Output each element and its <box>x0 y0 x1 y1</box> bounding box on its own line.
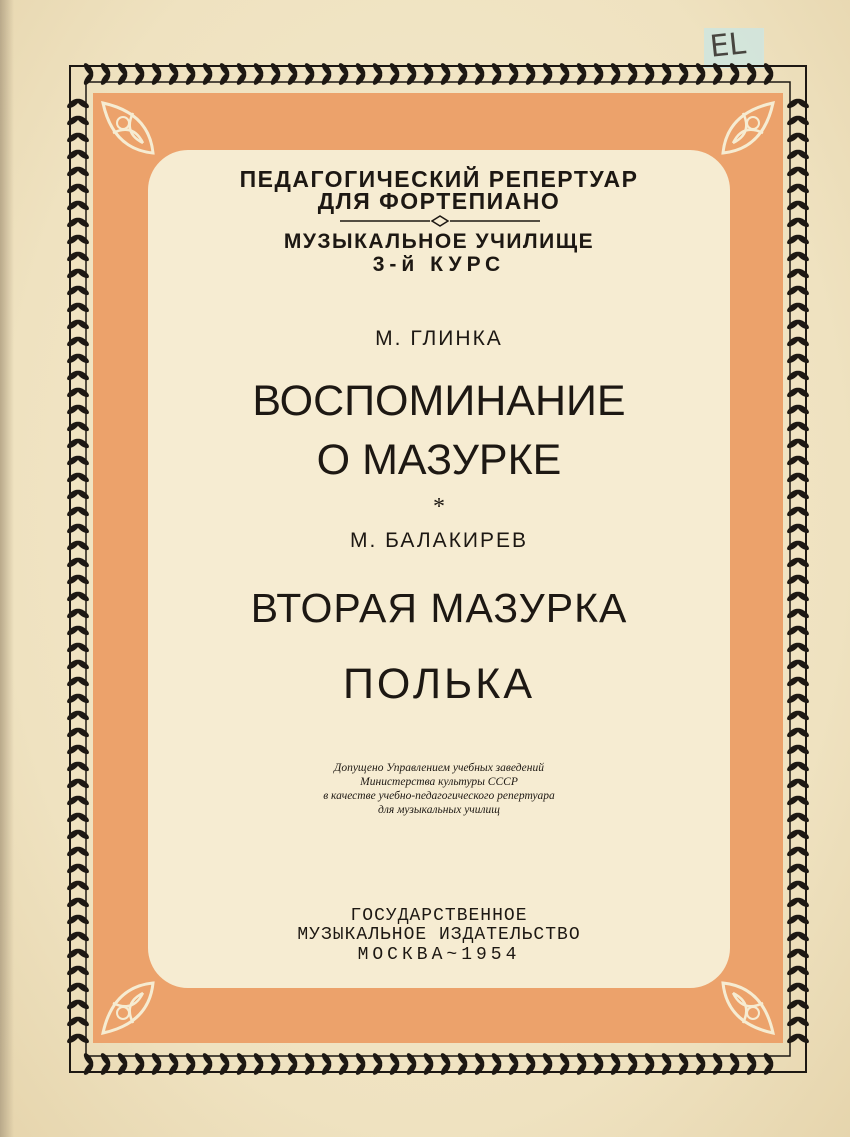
approval-note <box>148 761 730 817</box>
approval-line: в качестве учебно-педагогического репертуара <box>323 790 555 802</box>
approval-line: Допущено Управлением учебных заведений <box>334 762 544 774</box>
series-subtitle-line2: 3-й КУРС <box>372 253 506 276</box>
composer-balakirev: М. БАЛАКИРЕВ <box>349 529 529 552</box>
series-title-line1: ПЕДАГОГИЧЕСКИЙ РЕПЕРТУАР <box>239 166 639 192</box>
approval-line: для музыкальных училищ <box>378 804 500 816</box>
asterisk-separator: * <box>433 494 445 520</box>
handwritten-mark: EL <box>708 26 748 65</box>
work3-title: ПОЛЬКА <box>342 660 536 708</box>
approval-line: Министерства культуры СССР <box>360 776 518 788</box>
publisher-line2: МУЗЫКАЛЬНОЕ ИЗДАТЕЛЬСТВО <box>297 925 581 945</box>
series-title-line2: ДЛЯ ФОРТЕПИАНО <box>317 188 561 214</box>
work2-title: ВТОРАЯ МАЗУРКА <box>250 585 628 631</box>
publisher-line1: ГОСУДАРСТВЕННОЕ <box>350 906 528 926</box>
series-subtitle-line1: МУЗЫКАЛЬНОЕ УЧИЛИЩЕ <box>283 230 595 253</box>
work1-title-line2: О МАЗУРКЕ <box>316 436 562 484</box>
publisher-city-year: МОСКВА~1954 <box>357 945 521 965</box>
diamond-divider-icon <box>340 215 540 227</box>
work1-title-line1: ВОСПОМИНАНИЕ <box>252 377 626 425</box>
composer-glinka: М. ГЛИНКА <box>375 327 503 350</box>
